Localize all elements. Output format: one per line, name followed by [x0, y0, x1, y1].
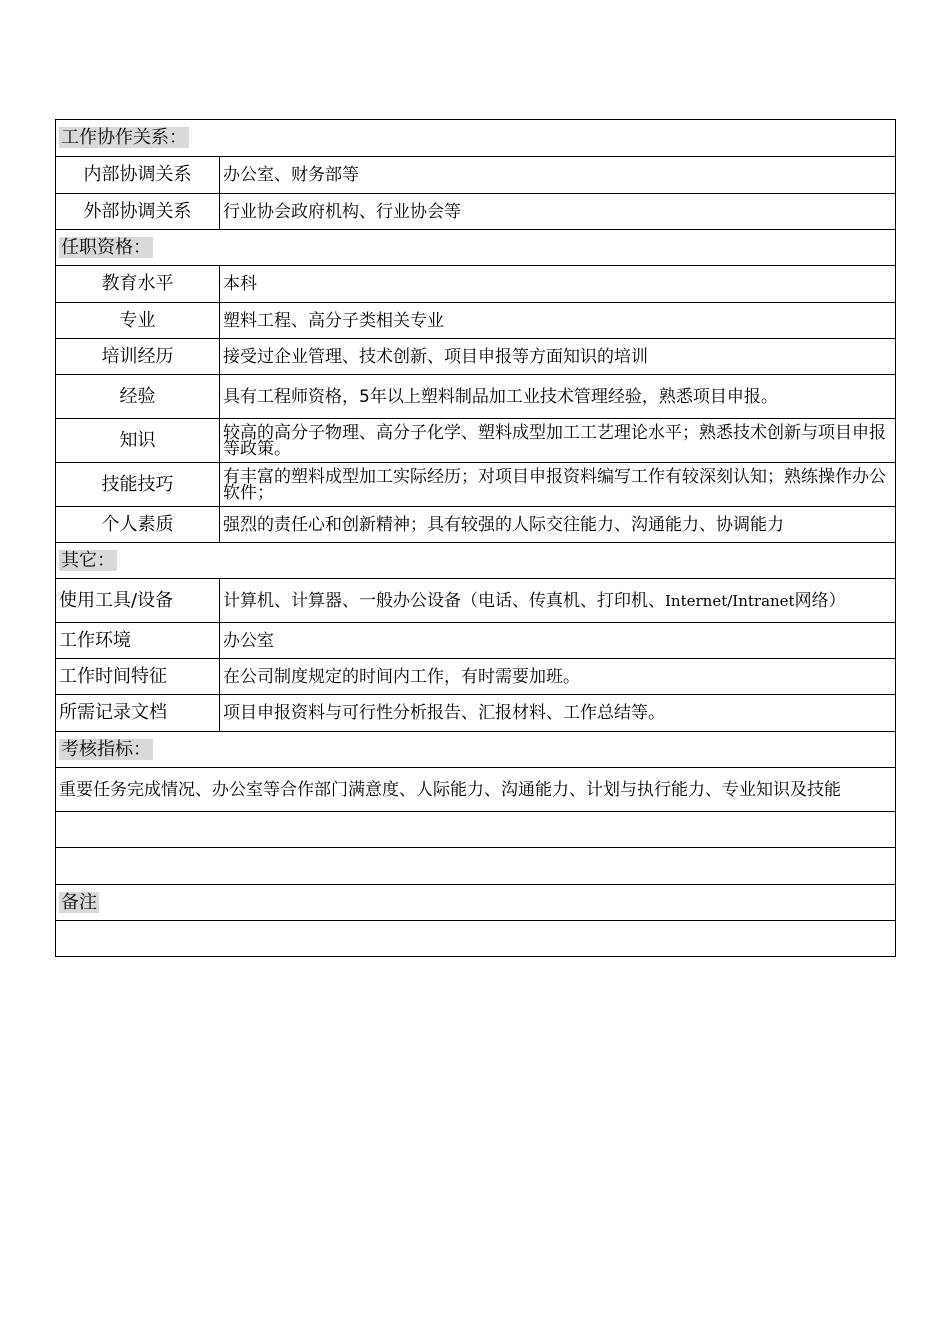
row-value: 行业协会政府机构、行业协会等	[220, 194, 896, 230]
section-row-collab	[56, 120, 896, 157]
section-title-notes: 备注	[61, 891, 97, 913]
row-value-text: 较高的高分子物理、高分子化学、塑料成型加工工艺理论水平；熟悉技术创新与项目申报等政策。	[223, 422, 886, 459]
row-value: 在公司制度规定的时间内工作，有时需要加班。	[220, 659, 896, 695]
section-header	[56, 120, 896, 157]
row-label: 工作时间特征	[56, 659, 220, 695]
kpi-row	[56, 768, 896, 812]
row-value: 塑料工程、高分子类相关专业	[220, 303, 896, 339]
table-row	[56, 463, 896, 507]
row-label: 经验	[56, 375, 220, 419]
section-header	[56, 230, 896, 266]
tools-text: 计算机、计算器、一般办公设备（电话、传真机、打印机、	[223, 590, 665, 611]
table-row	[56, 194, 896, 230]
row-label: 内部协调关系	[56, 157, 220, 194]
table-row	[56, 419, 896, 463]
tools-tail-text: 网络）	[794, 590, 846, 611]
row-label: 教育水平	[56, 266, 220, 303]
row-value-text: 具有工程师资格，5年以上塑料制品加工业技术管理经验，熟悉项目申报。	[223, 386, 778, 407]
row-value-text	[223, 590, 892, 611]
table-row	[56, 507, 896, 543]
table-row	[56, 695, 896, 732]
empty-row	[56, 848, 896, 885]
section-header	[56, 885, 896, 921]
row-label: 使用工具/设备	[56, 579, 220, 623]
section-header	[56, 543, 896, 579]
empty-cell	[56, 848, 896, 885]
row-label: 专业	[56, 303, 220, 339]
table-row	[56, 266, 896, 303]
empty-cell	[56, 812, 896, 848]
row-value	[220, 375, 896, 419]
row-value: 接受过企业管理、技术创新、项目申报等方面知识的培训	[220, 339, 896, 375]
row-label: 技能技巧	[56, 463, 220, 507]
row-value: 办公室、财务部等	[220, 157, 896, 194]
section-row-kpi	[56, 732, 896, 768]
section-title-qual: 任职资格：	[61, 236, 151, 258]
row-value: 本科	[220, 266, 896, 303]
row-label: 外部协调关系	[56, 194, 220, 230]
row-value: 强烈的责任心和创新精神；具有较强的人际交往能力、沟通能力、协调能力	[220, 507, 896, 543]
section-header	[56, 732, 896, 768]
table-row	[56, 303, 896, 339]
kpi-text	[56, 768, 896, 812]
section-title-other: 其它：	[61, 549, 115, 571]
row-value: 项目申报资料与可行性分析报告、汇报材料、工作总结等。	[220, 695, 896, 732]
job-description-table	[55, 119, 896, 957]
section-row-qual	[56, 230, 896, 266]
section-row-notes	[56, 885, 896, 921]
section-row-other	[56, 543, 896, 579]
row-value: 办公室	[220, 623, 896, 659]
row-value	[220, 579, 896, 623]
notes-row	[56, 921, 896, 957]
section-title-collab: 工作协作关系：	[61, 127, 187, 148]
row-value	[220, 419, 896, 463]
row-label: 培训经历	[56, 339, 220, 375]
table-row	[56, 623, 896, 659]
row-label: 所需记录文档	[56, 695, 220, 732]
table-row	[56, 157, 896, 194]
table-row	[56, 339, 896, 375]
empty-row	[56, 812, 896, 848]
section-title-kpi: 考核指标：	[61, 738, 151, 760]
row-label: 个人素质	[56, 507, 220, 543]
kpi-text-content: 重要任务完成情况、办公室等合作部门满意度、人际能力、沟通能力、计划与执行能力、专业知识及技能	[59, 779, 841, 800]
row-label: 知识	[56, 419, 220, 463]
row-label: 工作环境	[56, 623, 220, 659]
table-row	[56, 659, 896, 695]
tools-network-text: Internet/Intranet	[665, 591, 795, 610]
table-row	[56, 579, 896, 623]
row-value-text: 有丰富的塑料成型加工实际经历；对项目申报资料编写工作有较深刻认知；熟练操作办公软件；	[223, 466, 886, 503]
table-row	[56, 375, 896, 419]
row-value	[220, 463, 896, 507]
notes-cell	[56, 921, 896, 957]
